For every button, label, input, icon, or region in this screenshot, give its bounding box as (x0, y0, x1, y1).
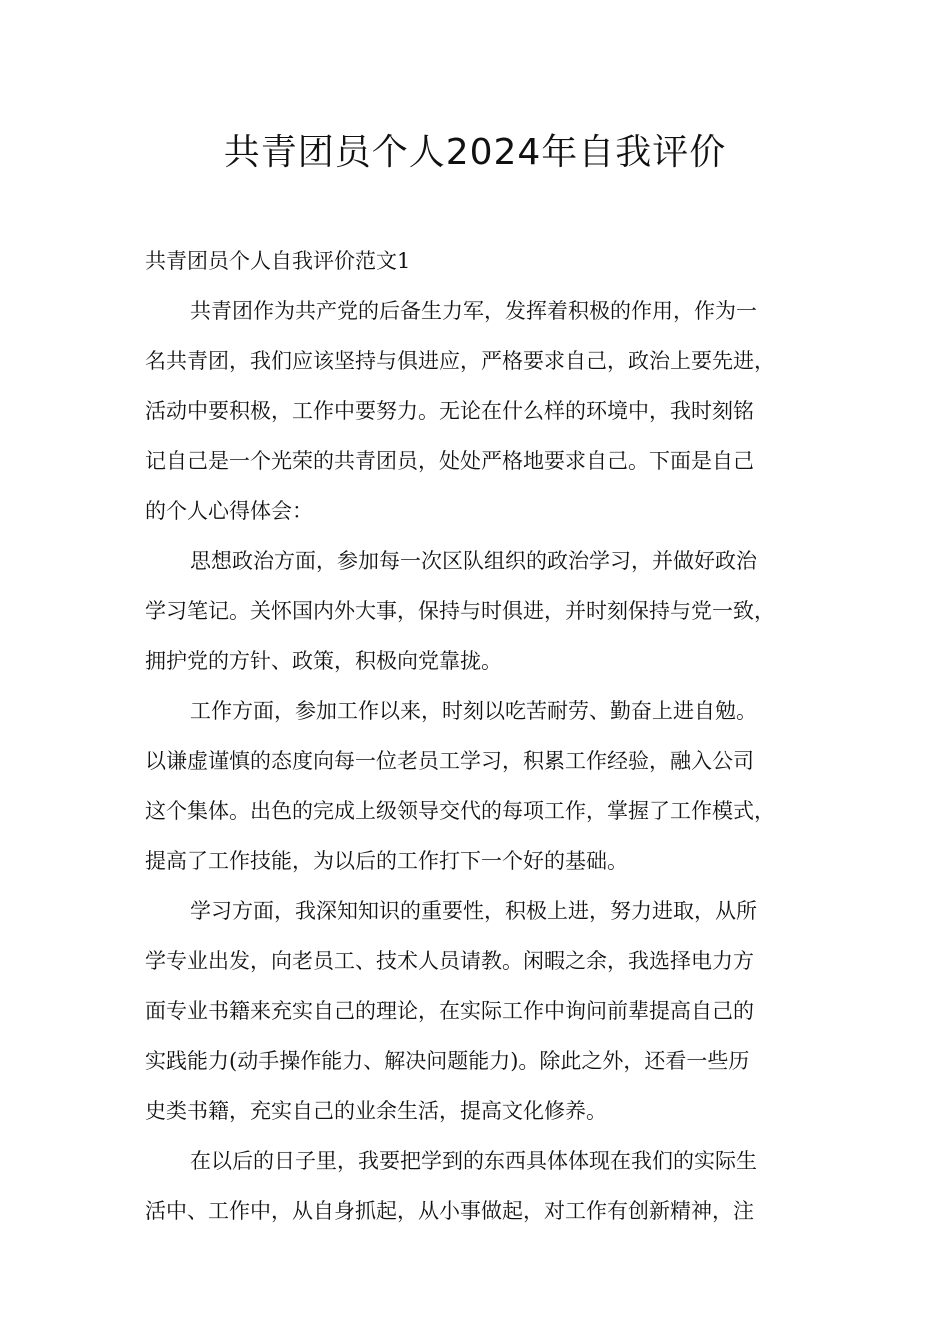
document-title: 共青团员个人2024年自我评价 (223, 132, 727, 173)
paragraph-line: 学习方面，我深知知识的重要性，积极上进，努力进取，从所 (190, 899, 757, 923)
paragraph-line: 面专业书籍来充实自己的理论，在实际工作中询问前辈提高自己的 (145, 999, 754, 1023)
paragraph-line: 实践能力(动手操作能力、解决问题能力)。除此之外，还看一些历 (145, 1049, 750, 1073)
paragraph-line: 思想政治方面，参加每一次区队组织的政治学习，并做好政治 (190, 549, 757, 573)
paragraph-line: 学专业出发，向老员工、技术人员请教。闲暇之余，我选择电力方 (145, 949, 754, 973)
section-subheading: 共青团员个人自我评价范文1 (145, 249, 411, 273)
paragraph-line: 史类书籍，充实自己的业余生活，提高文化修养。 (145, 1099, 607, 1123)
paragraph-line: 名共青团，我们应该坚持与俱进应，严格要求自己，政治上要先进， (145, 349, 775, 373)
paragraph-line: 的个人心得体会： (145, 499, 313, 523)
paragraph-line: 学习笔记。关怀国内外大事，保持与时俱进，并时刻保持与党一致， (145, 599, 775, 623)
paragraph-line: 拥护党的方针、政策，积极向党靠拢。 (145, 649, 502, 673)
paragraph-future (145, 1136, 825, 1236)
paragraph-line: 记自己是一个光荣的共青团员，处处严格地要求自己。下面是自己 (145, 449, 754, 473)
paragraph-intro (145, 286, 825, 536)
paragraph-work (145, 686, 825, 886)
paragraph-line: 这个集体。出色的完成上级领导交代的每项工作，掌握了工作模式， (145, 799, 775, 823)
paragraph-line: 活动中要积极，工作中要努力。无论在什么样的环境中，我时刻铭 (145, 399, 754, 423)
paragraph-line: 以谦虚谨慎的态度向每一位老员工学习，积累工作经验，融入公司 (145, 749, 754, 773)
paragraph-line: 工作方面，参加工作以来，时刻以吃苦耐劳、勤奋上进自勉。 (190, 699, 757, 723)
paragraph-line: 活中、工作中，从自身抓起，从小事做起，对工作有创新精神，注 (145, 1199, 754, 1223)
paragraph-political-thought (145, 536, 825, 686)
paragraph-line: 提高了工作技能，为以后的工作打下一个好的基础。 (145, 849, 628, 873)
document-body (145, 236, 825, 1236)
paragraph-study (145, 886, 825, 1136)
paragraph-line: 共青团作为共产党的后备生力军，发挥着积极的作用，作为一 (190, 299, 757, 323)
paragraph-line: 在以后的日子里，我要把学到的东西具体体现在我们的实际生 (190, 1149, 757, 1173)
